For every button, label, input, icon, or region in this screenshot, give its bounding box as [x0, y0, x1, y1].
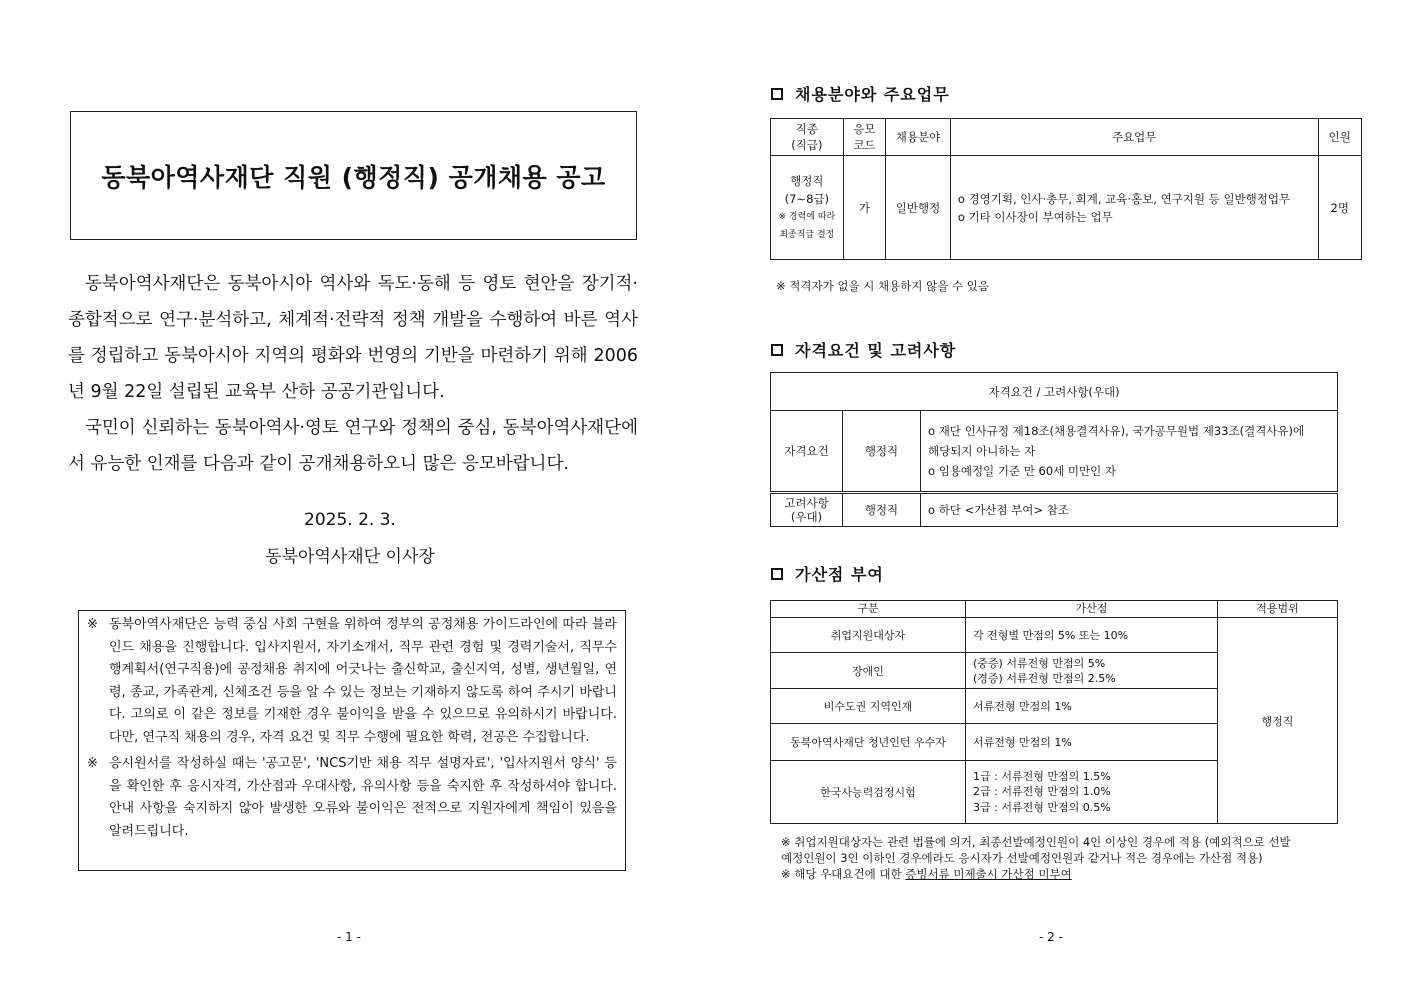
header-duties: 주요업무	[950, 119, 1318, 156]
points-cell: 1급 : 서류전형 만점의 1.5% 2급 : 서류전형 만점의 1.0% 3급 : 서류전형 만점의 0.5%	[966, 761, 1218, 824]
reference-mark: ※	[87, 617, 98, 632]
blind-hiring-notice-box	[78, 610, 626, 871]
points-cell: 각 전형별 만점의 5% 또는 10%	[966, 618, 1218, 653]
scope-cell: 행정직	[1218, 618, 1338, 824]
intro-paragraph-2: 국민이 신뢰하는 동북아역사·영토 연구와 정책의 중심, 동북아역사재단에서 유능한 인재를 다음과 같이 공개채용하오니 많은 응모바랍니다.	[68, 418, 638, 474]
header-scope: 적용범위	[1218, 601, 1338, 618]
notice-text: 응시원서를 작성하실 때는 '공고문', 'NCS기반 채용 직무 설명자료', '입사지원서 양식' 등을 확인한 후 응시자격, 가산점과 우대사항, 유의사항 등을 숙지한 후 작성하셔야 합니다. 안내 사항을 숙지하지 않아 발생한 오류와 불이익은 전적으로 지원자에게 책임이 있음을 알려드립니다.	[109, 756, 617, 839]
section-heading-requirements: 자격요건 및 고려사항	[771, 338, 956, 361]
field-cell: 일반행정	[886, 156, 951, 260]
announcement-title: 동북아역사재단 직원 (행정직) 공개채용 공고	[101, 162, 606, 192]
announcement-date: 2025. 2. 3.	[304, 510, 396, 530]
category-cell: 한국사능력검정시험	[771, 761, 966, 824]
notice-item	[87, 753, 617, 843]
underlined-warning: 증빙서류 미제출시 가산점 미부여	[905, 867, 1072, 881]
section-heading-bonus-points: 가산점 부여	[771, 562, 884, 585]
signer: 동북아역사재단 이사장	[265, 547, 435, 567]
preference-content: o 하단 <가산점 부여> 참조	[921, 493, 1338, 527]
points-cell: (중증) 서류전형 만점의 5% (경증) 서류전형 만점의 2.5%	[966, 653, 1218, 689]
preference-label: 고려사항 (우대)	[771, 493, 843, 527]
section-heading-positions: 채용분야와 주요업무	[771, 82, 950, 105]
requirements-table	[770, 372, 1338, 527]
bonus-points-table	[770, 600, 1338, 824]
code-cell: 가	[843, 156, 885, 260]
header-points: 가산점	[966, 601, 1218, 618]
square-bullet-icon	[771, 88, 783, 100]
announcement-title-box	[70, 111, 637, 240]
requirements-header: 자격요건 / 고려사항(우대)	[771, 373, 1338, 411]
points-cell: 서류전형 만점의 1%	[966, 724, 1218, 761]
page-number-1: - 1 -	[337, 930, 361, 944]
category-cell: 동북아역사재단 청년인턴 우수자	[771, 724, 966, 761]
category-cell: 비수도권 지역인재	[771, 689, 966, 724]
header-category: 구분	[771, 601, 966, 618]
count-cell: 2명	[1318, 156, 1361, 260]
positions-table	[770, 118, 1362, 260]
header-field: 채용분야	[886, 119, 951, 156]
table-row	[771, 618, 1338, 653]
header-job-type: 직종 (직급)	[771, 119, 844, 156]
job-type-cell: 행정직 (7∼8급) ※ 경력에 따라 최종직급 결정	[771, 156, 844, 260]
requirements-job: 행정직	[843, 411, 921, 493]
notice-text: 동북아역사재단은 능력 중심 사회 구현을 위하여 정부의 공정채용 가이드라인에 따라 블라인드 채용을 진행합니다. 입사지원서, 자기소개서, 직무 관련 경험 및 경력기술서, 직무수행계획서(연구직용)에 공정채용 취지에 어긋나는 출신학교, 출신지역, 성별, 생년월일, 연령, 종교, 가족관계, 신체조건 등을 알 수 있는 정보는 기재하지 않도록 하여 주시기 바랍니다. 고의로 이 같은 정보를 기재한 경우 불이익을 받을 수 있으므로 유의하시기 바랍니다. 다만, 연구직 채용의 경우, 자격 요건 및 직무 수행에 필요한 학력, 전공은 수집합니다.	[109, 617, 617, 745]
category-cell: 취업지원대상자	[771, 618, 966, 653]
bonus-note-1: ※ 취업지원대상자는 관련 법률에 의거, 최종선발예정인원이 4인 이상인 경우에 적용 (예외적으로 선발 예정인원이 3인 이하인 경우에라도 응시자가 선발예정인원과 같거나 적은 경우에는 가산점 적용)	[781, 835, 1291, 865]
notice-item	[87, 614, 617, 749]
duties-cell: o 경영기획, 인사·총무, 회계, 교육·홍보, 연구지원 등 일반행정업무 o 기타 이사장이 부여하는 업무	[950, 156, 1318, 260]
requirements-label: 자격요건	[771, 411, 843, 493]
positions-note: ※ 적격자가 없을 시 채용하지 않을 수 있음	[776, 279, 989, 293]
square-bullet-icon	[771, 568, 783, 580]
points-cell: 서류전형 만점의 1%	[966, 689, 1218, 724]
reference-mark: ※	[87, 756, 98, 771]
header-count: 인원	[1318, 119, 1361, 156]
intro-paragraph-1: 동북아역사재단은 동북아시아 역사와 독도·동해 등 영토 현안을 장기적·종합적으로 연구·분석하고, 체계적·전략적 정책 개발을 수행하여 바른 역사를 정립하고 동북아시아 지역의 평화와 번영의 기반을 마련하기 위해 2006년 9월 22일 설립된 교육부 산하 공공기관입니다.	[68, 274, 638, 402]
square-bullet-icon	[771, 344, 783, 356]
requirements-content: o 재단 인사규정 제18조(채용결격사유), 국가공무원법 제33조(결격사유)에 해당되지 아니하는 자 o 임용예정일 기준 만 60세 미만인 자	[921, 411, 1338, 493]
bonus-note-2: ※ 해당 우대요건에 대한 증빙서류 미제출시 가산점 미부여	[781, 867, 1072, 881]
preference-job: 행정직	[843, 493, 921, 527]
category-cell: 장애인	[771, 653, 966, 689]
page-number-2: - 2 -	[1039, 930, 1063, 944]
header-code: 응모 코드	[843, 119, 885, 156]
